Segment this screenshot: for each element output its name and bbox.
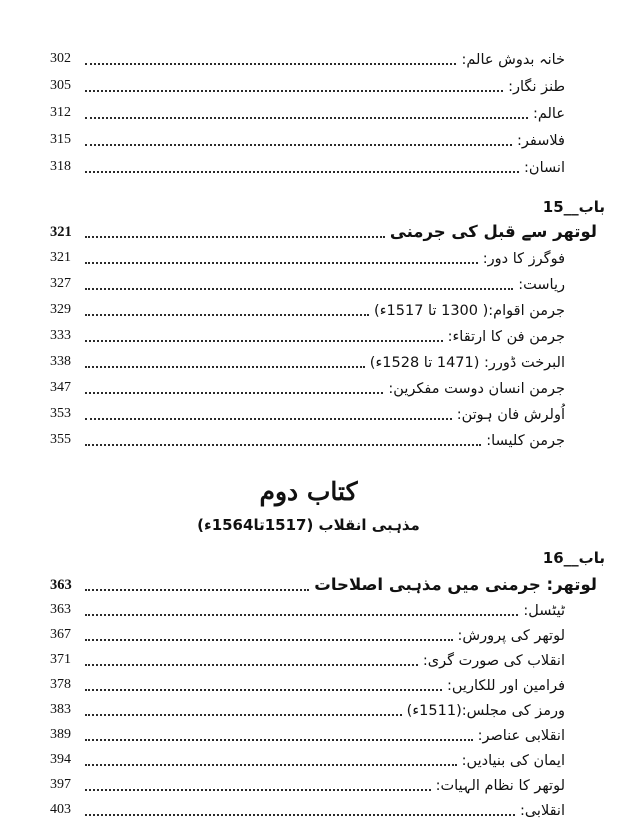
dot-leader [85,589,309,591]
toc-entry [50,42,567,69]
dot-leader [85,314,369,316]
entry-label: ریاست: [518,276,565,293]
toc-entry [50,720,567,745]
toc-entry [50,670,567,695]
toc-entry [50,745,567,770]
chapter-16-label: باب__16 [542,548,605,567]
entry-label: اُولرش فان ہوتن: [456,406,565,423]
entry-label: ٹیٹسل: [523,602,565,619]
entry-label: انقلاب کی صورت گری: [422,652,565,669]
entry-label: جرمن کلیسا: [486,432,565,449]
dot-leader [85,171,519,173]
toc-entry [50,242,567,268]
entry-label: ورمز کی مجلس:(1511ء) [406,702,565,719]
page-number: 355 [50,432,71,448]
entry-label: لوتھر کا نظام الہیات: [435,777,565,794]
page-number: 302 [50,51,71,67]
toc-entry [50,69,567,96]
dot-leader [85,614,518,616]
toc-entry [50,96,567,123]
page-number: 403 [50,801,71,817]
page-number: 321 [50,224,72,240]
entry-label: جرمن انسان دوست مفکرین: [388,380,565,397]
dot-leader [85,262,478,264]
dot-leader [85,664,418,666]
section-chapter-16 [50,548,605,820]
chapter-16-title: لوتھر: جرمنی میں مذہبی اصلاحات [314,574,597,594]
entry-label: جرمن اقوام:( 1300 تا 1517ء) [374,302,565,319]
dot-leader [85,144,512,146]
dot-leader [85,639,453,641]
page-number: 315 [50,132,71,148]
page-number: 312 [50,105,71,121]
chapter-16-title-row [50,569,597,595]
page-number: 353 [50,406,71,422]
entry-label: ایمان کی بنیادیں: [461,752,565,769]
toc-entry [50,268,567,294]
dot-leader [85,418,452,420]
dot-leader [85,739,473,741]
spacer [50,177,567,197]
dot-leader [85,288,513,290]
page-number: 371 [50,651,71,667]
entry-label: البرخت ڈورر: (1471 تا 1528ء) [369,354,565,371]
page-number: 333 [50,328,71,344]
book-two-subtitle: مذہبی انقلاب (1517تا1564ء) [197,515,420,534]
toc-entry [50,795,567,820]
dot-leader [85,764,457,766]
dot-leader [85,366,365,368]
dot-leader [85,340,443,342]
page-number: 321 [50,250,71,266]
dot-leader [85,814,515,816]
dot-leader [85,789,431,791]
dot-leader [85,392,383,394]
toc-entry [50,294,567,320]
entry-label: فلاسفر: [517,132,565,149]
dot-leader [85,689,442,691]
entry-label: انقلابی: [519,802,565,819]
entry-label: لوتھر کی پرورش: [457,627,565,644]
entry-label: فوگرز کا دور: [482,250,565,267]
dot-leader [85,236,385,238]
page-number: 394 [50,751,71,767]
page-number: 347 [50,380,71,396]
book-two-title: کتاب دوم [259,477,358,506]
page-number: 305 [50,78,71,94]
toc-entry [50,150,567,177]
toc-entry [50,398,567,424]
chapter-15-title-row [50,216,597,242]
chapter-16-head [50,548,605,567]
dot-leader [85,63,456,65]
entry-label: عالم: [532,105,565,122]
toc-entry [50,595,567,620]
toc-entry [50,346,567,372]
section-pre [50,42,567,177]
toc-entry [50,123,567,150]
page-number: 397 [50,776,71,792]
toc-entry [50,372,567,398]
page-number: 338 [50,354,71,370]
toc-entry [50,424,567,450]
entry-label: انسان: [524,159,565,176]
page-number: 327 [50,276,71,292]
dot-leader [85,117,528,119]
page-number: 378 [50,676,71,692]
section-chapter-15 [50,197,605,450]
entry-label: خانہ بدوش عالم: [461,51,565,68]
toc-entry [50,620,567,645]
page-number: 367 [50,626,71,642]
page-number: 363 [50,576,72,593]
entry-label: انقلابی عناصر: [477,727,565,744]
page-number: 318 [50,159,71,175]
dot-leader [85,90,503,92]
toc-entry [50,320,567,346]
book-two-divider [50,478,567,534]
chapter-15-head [50,197,605,216]
entry-label: جرمن فن کا ارتقاء: [447,328,565,345]
dot-leader [85,714,402,716]
entry-label: فرامین اور للکاریں: [447,677,565,694]
page-number: 383 [50,701,71,717]
chapter-15-title: لوتھر سے قبل کی جرمنی [389,222,597,242]
chapter-15-label: باب__15 [542,198,605,216]
page-number: 329 [50,302,71,318]
toc-entry [50,770,567,795]
toc-entry [50,645,567,670]
toc-entry [50,695,567,720]
entry-label: طنز نگار: [508,78,565,95]
page-number: 389 [50,726,71,742]
dot-leader [85,444,481,446]
page-number: 363 [50,601,71,617]
